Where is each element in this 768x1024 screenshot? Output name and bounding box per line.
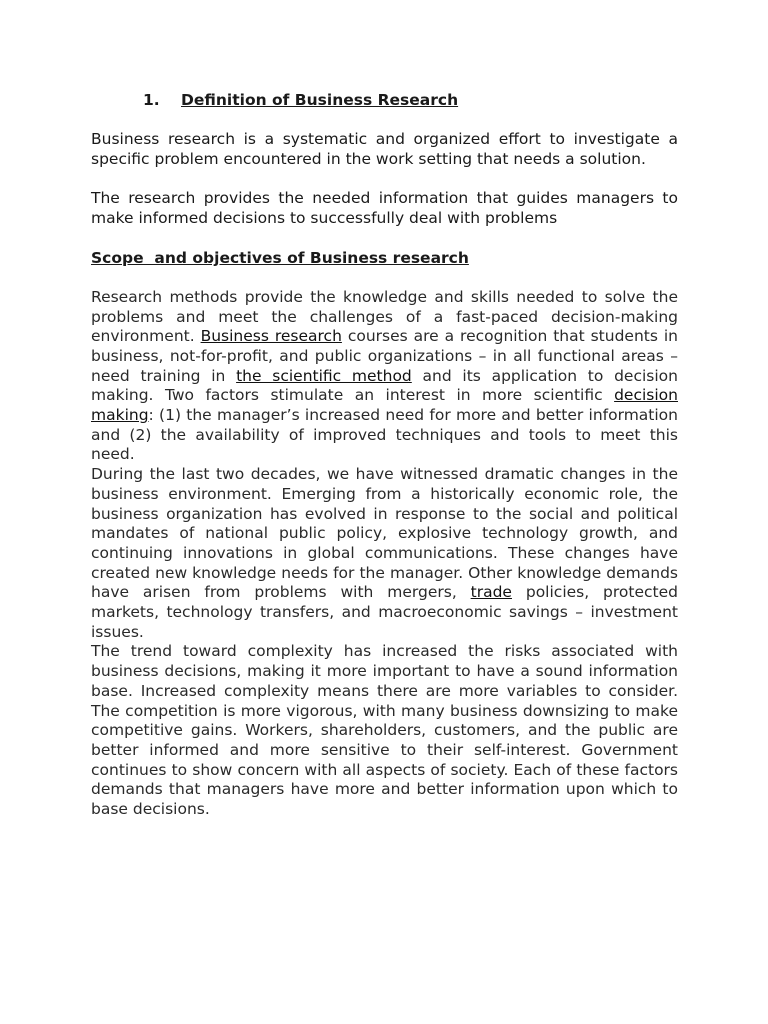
- scope-text: : (1) the manager’s increased need for more and better information and (2) the availability of improved techniques and tools to meet this need.: [91, 406, 678, 464]
- scope-text: policies, protected markets, technology transfers, and macroeconomic savings – investment issues.: [91, 583, 678, 641]
- business-research-link[interactable]: Business research: [200, 327, 342, 346]
- decision-making-link[interactable]: decision making: [91, 386, 678, 425]
- scope-paragraph-1: [91, 288, 678, 465]
- spacer: [91, 270, 678, 288]
- scope-paragraph-2: [91, 465, 678, 642]
- scope-text: Research methods provide the knowledge and skills needed to solve the problems and meet the challenges of a fast-paced decision-making environment.: [91, 287, 678, 346]
- trade-link[interactable]: trade: [470, 583, 512, 602]
- scope-text: During the last two decades, we have witnessed dramatic changes in the business environment. Emerging from a historically economic role, the business organization has evolved in response to the social and political mandates of national public policy, explosive technology growth, and continuing innovations in global communications. These changes have created new knowledge needs for the manager. Other knowledge demands have arisen from problems with mergers,: [91, 465, 678, 602]
- scope-text: courses are a recognition that students in business, not-for-profit, and public organizations – in all functional areas – need training in: [91, 327, 678, 385]
- section-heading-definition: [143, 88, 678, 112]
- definition-paragraph: Business research is a systematic and organized effort to investigate a specific problem encountered in the work setting that needs a solution.: [91, 130, 678, 168]
- section-number: 1.: [143, 91, 160, 109]
- scope-heading: Scope and objectives of Business research: [91, 248, 469, 267]
- scope-text: and its application to decision making. Two factors stimulate an interest in more scientific: [91, 366, 678, 405]
- scope-paragraph-3: The trend toward complexity has increased the risks associated with business decisions, making it more important to have a sound information base. Increased complexity means there are more variables to consider. The competition is more vigorous, with many business downsizing to make competitive gains. Workers, shareholders, customers, and the public are better informed and more sensitive to their self-interest. Government continues to show concern with all aspects of society. Each of these factors demands that managers have more and better information upon which to base decisions.: [91, 642, 678, 819]
- spacer: [91, 229, 678, 246]
- section-title: Definition of Business Research: [181, 91, 459, 109]
- spacer: [91, 169, 678, 189]
- scientific-method-link[interactable]: the scientific method: [236, 366, 412, 385]
- research-purpose-paragraph: The research provides the needed information that guides managers to make informed decisions to successfully deal with problems: [91, 189, 678, 228]
- document-page: [91, 88, 678, 820]
- spacer: [91, 112, 678, 130]
